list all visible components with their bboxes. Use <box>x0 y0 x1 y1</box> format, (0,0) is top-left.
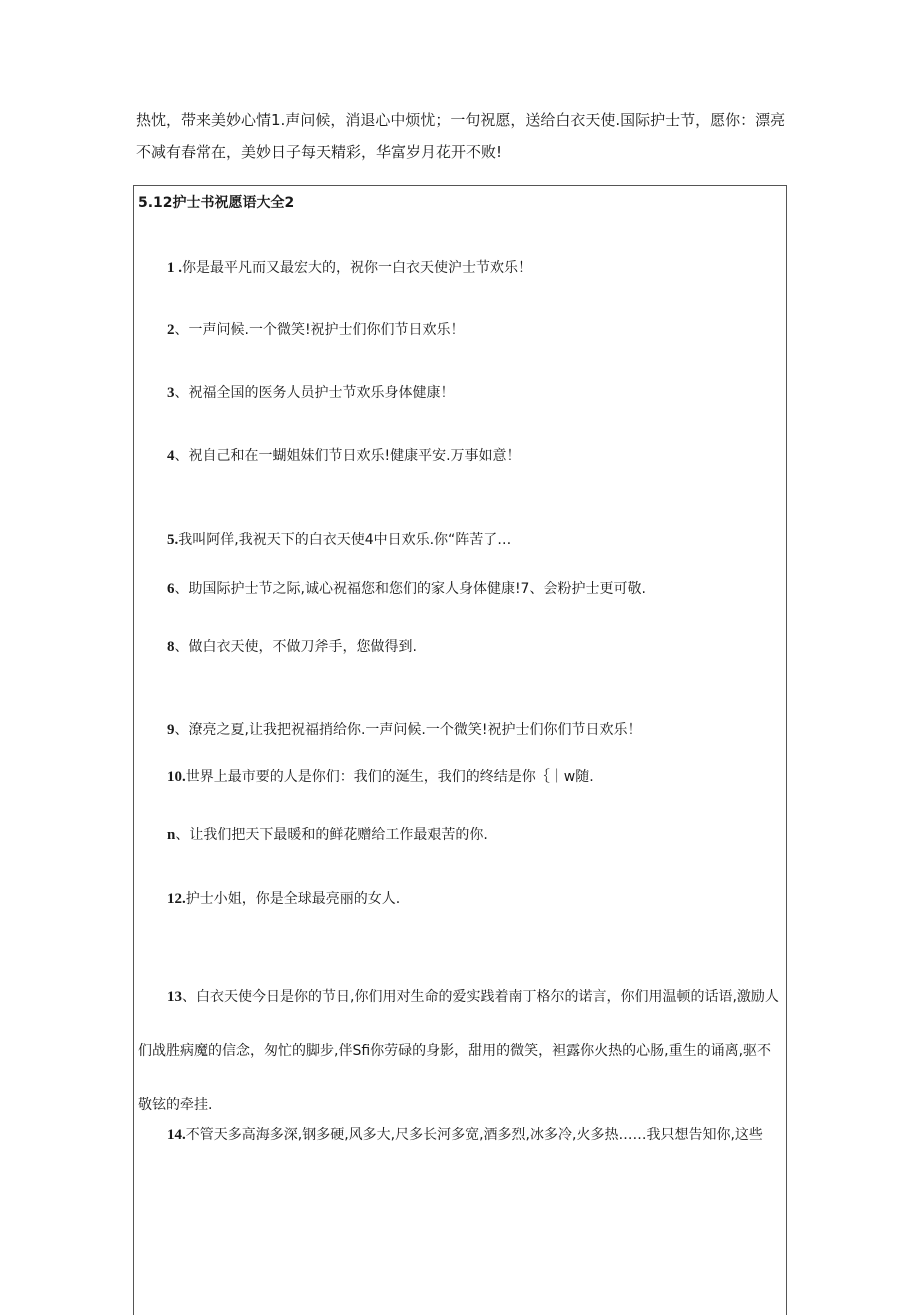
item-text: 不管天多高海多深,钢多硬,风多大,尺多长河多宽,酒多烈,冰多冷,火多热……我只想告知你,这些 <box>185 1127 763 1143</box>
item-text: 、助国际护士节之际,诚心祝福您和您们的家人身体健康!7、会粉护士更可敬. <box>174 581 646 597</box>
wishes-section-box <box>133 185 787 1315</box>
item-number: 2 <box>167 322 175 338</box>
item-text: 、白衣天使今日是你的节日,你们用对生命的爱实践着南丁格尔的诺言，你们用温顿的话语,激励人们战胜病魔的信念，匆忙的脚步,伴Sfi你劳碌的身影，甜用的微笑，袒露你火热的心肠,重生的诵离,驱不敬铉的牵挂. <box>138 989 779 1113</box>
item-number: 8 <box>167 639 175 655</box>
list-item <box>167 636 780 656</box>
list-item <box>167 578 780 598</box>
item-text: 、做白衣天使，不做刀斧手，您做得到. <box>174 639 417 655</box>
item-number: 13 <box>167 989 182 1005</box>
list-item <box>167 824 780 844</box>
item-text: 你是最平凡而又最宏大的，祝你一白衣天使沪士节欢乐！ <box>182 260 532 276</box>
item-text: 、潦亮之夏,让我把祝福捎给你.一声问候.一个微笑!祝护士们你们节日欢乐！ <box>174 722 642 738</box>
list-item <box>167 382 780 402</box>
item-text: 我叫阿佯,我祝天下的白衣天使4中日欢乐.你“阵苦了… <box>178 532 512 548</box>
list-item-long <box>138 1108 780 1148</box>
item-number: 6 <box>167 581 175 597</box>
list-item <box>167 529 780 549</box>
list-item <box>167 445 780 465</box>
item-number: 12. <box>167 891 186 907</box>
item-number: 3 <box>167 385 175 401</box>
item-number: 1 . <box>167 260 182 276</box>
list-item <box>167 888 780 908</box>
section-title: 5.12护士书祝愿语大全2 <box>138 195 295 211</box>
item-number: 9 <box>167 722 175 738</box>
item-text: 、祝自己和在一蝴姐妹们节日欢乐!健康平安.万事如意！ <box>174 448 521 464</box>
list-item <box>167 766 780 786</box>
item-number: n <box>167 827 176 843</box>
item-text: 护士小姐，你是全球最亮丽的女人. <box>185 891 401 907</box>
list-item <box>167 719 780 739</box>
item-number: 5. <box>167 532 179 548</box>
item-number: 4 <box>167 448 175 464</box>
item-text: 、祝福全国的医务人员护士节欢乐身体健康！ <box>174 385 455 401</box>
item-text: 、让我们把天下最暖和的鲜花赠给工作最艰苦的你. <box>175 827 488 843</box>
item-number: 14. <box>167 1127 186 1143</box>
intro-paragraph: 热忱，带来美妙心情1.声问候，消退心中烦忧；一句祝愿，送给白衣天使.国际护士节，愿你：漂亮不减有春常在，美妙日子每天精彩，华富岁月花开不败! <box>136 111 786 161</box>
list-item <box>167 257 780 277</box>
list-item <box>167 319 780 339</box>
item-text: 、一声问候.一个微笑!祝护士们你们节日欢乐！ <box>174 322 465 338</box>
item-number: 10. <box>167 769 186 785</box>
item-text: 世界上最市要的人是你们：我们的涎生，我们的终结是你｛｜w随. <box>185 769 594 785</box>
